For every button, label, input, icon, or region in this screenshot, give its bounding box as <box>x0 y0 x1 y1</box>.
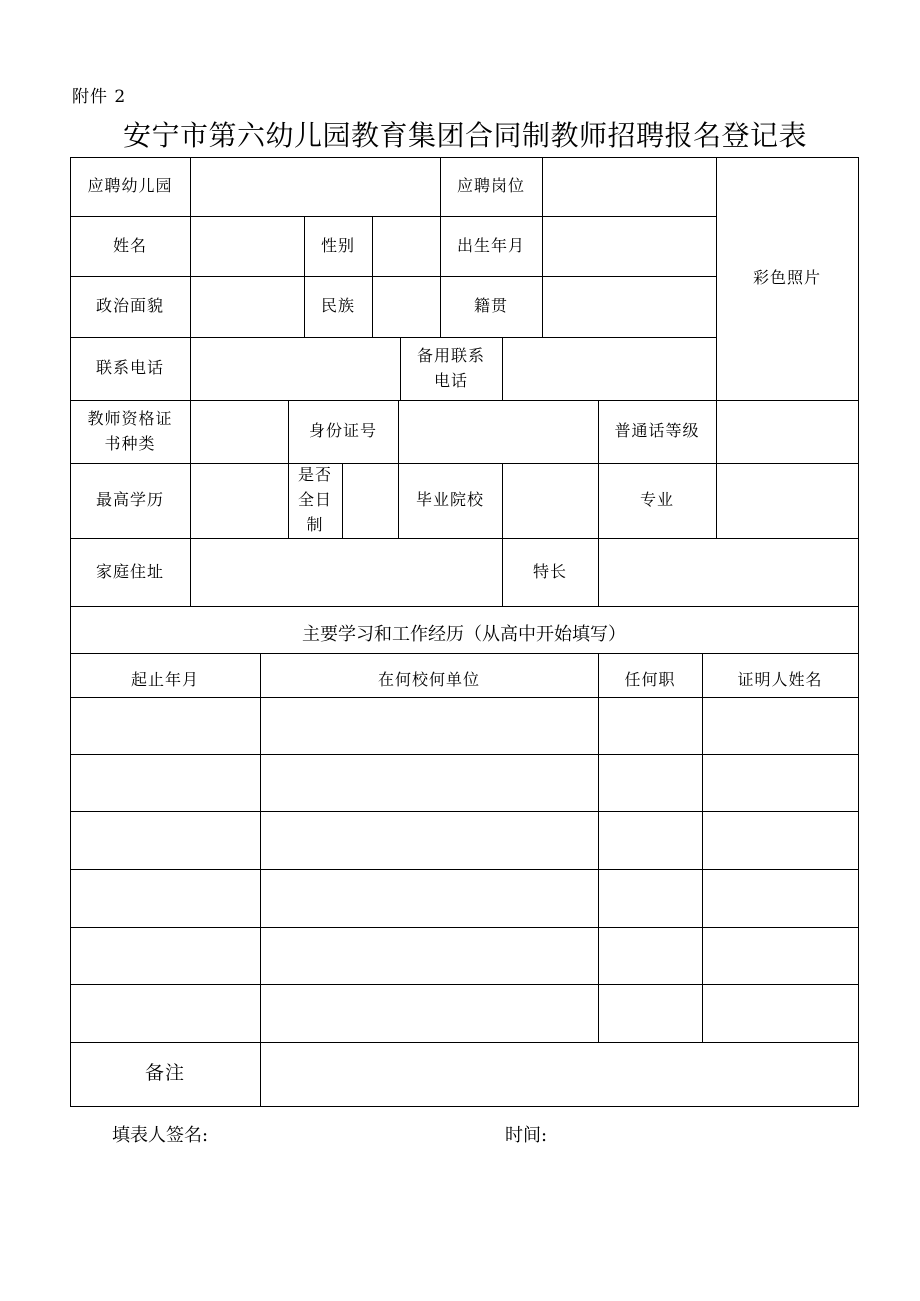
backup-phone-input[interactable] <box>502 337 716 400</box>
name-input[interactable] <box>190 216 304 276</box>
gender-input[interactable] <box>372 216 440 276</box>
label-name: 姓名 <box>112 235 147 255</box>
history-cell[interactable] <box>70 754 260 811</box>
label-birth: 出生年月 <box>456 235 525 255</box>
history-cell[interactable] <box>260 869 598 927</box>
label-school: 毕业院校 <box>415 490 484 510</box>
label-full-time: 是否全日制 <box>297 465 332 534</box>
grid-line <box>70 216 716 217</box>
grid-line <box>190 157 191 606</box>
history-cell[interactable] <box>702 869 858 927</box>
major-input[interactable] <box>716 463 858 538</box>
history-cell[interactable] <box>702 754 858 811</box>
label-education: 最高学历 <box>95 490 164 510</box>
history-cell[interactable] <box>70 811 260 869</box>
label-photo: 彩色照片 <box>752 268 821 288</box>
history-header-period: 起止年月 <box>130 670 199 690</box>
label-certificate: 教师资格证书种类 <box>87 408 173 453</box>
history-section-title: 主要学习和工作经历（从高中开始填写） <box>302 624 626 645</box>
label-political: 政治面貌 <box>95 296 164 316</box>
history-cell[interactable] <box>260 984 598 1042</box>
history-cell[interactable] <box>598 811 702 869</box>
label-native-place: 籍贯 <box>473 296 508 316</box>
time-label: 时间: <box>505 1125 548 1146</box>
history-cell[interactable] <box>70 697 260 754</box>
grid-line <box>70 157 859 158</box>
birth-input[interactable] <box>542 216 716 276</box>
grid-line <box>598 400 599 606</box>
grid-line <box>372 216 373 337</box>
position-input[interactable] <box>542 157 716 216</box>
history-cell[interactable] <box>702 697 858 754</box>
grid-line <box>502 337 503 400</box>
signature-label: 填表人签名: <box>112 1125 209 1146</box>
attachment-label: 附件 2 <box>72 87 127 107</box>
history-cell[interactable] <box>70 927 260 984</box>
label-ethnicity: 民族 <box>320 296 355 316</box>
native-place-input[interactable] <box>542 276 716 337</box>
grid-line <box>342 463 343 538</box>
label-backup-phone: 备用联系电话 <box>416 345 485 390</box>
education-input[interactable] <box>190 463 288 538</box>
label-phone: 联系电话 <box>95 358 164 378</box>
grid-line <box>70 337 716 338</box>
history-cell[interactable] <box>70 984 260 1042</box>
full-time-input[interactable] <box>342 463 398 538</box>
kindergarten-input[interactable] <box>190 157 440 216</box>
label-address: 家庭住址 <box>95 561 164 581</box>
history-cell[interactable] <box>598 754 702 811</box>
form-title: 安宁市第六幼儿园教育集团合同制教师招聘报名登记表 <box>122 119 807 152</box>
label-specialty: 特长 <box>532 561 567 581</box>
grid-line <box>70 1106 859 1107</box>
label-id-number: 身份证号 <box>308 421 377 441</box>
grid-line <box>858 157 859 1107</box>
phone-input[interactable] <box>190 337 400 400</box>
grid-line <box>398 400 399 538</box>
label-position: 应聘岗位 <box>456 176 525 196</box>
label-kindergarten: 应聘幼儿园 <box>87 176 173 196</box>
grid-line <box>70 276 716 277</box>
grid-line <box>70 463 859 464</box>
label-mandarin: 普通话等级 <box>614 421 700 441</box>
grid-line <box>70 1042 859 1043</box>
label-gender: 性别 <box>320 235 355 255</box>
history-cell[interactable] <box>70 869 260 927</box>
history-cell[interactable] <box>702 984 858 1042</box>
history-cell[interactable] <box>260 927 598 984</box>
history-cell[interactable] <box>598 697 702 754</box>
label-remarks: 备注 <box>144 1063 185 1085</box>
history-header-role: 任何职 <box>624 670 676 690</box>
grid-line <box>70 538 859 539</box>
photo-box[interactable] <box>716 157 858 400</box>
history-cell[interactable] <box>702 927 858 984</box>
grid-line <box>70 606 859 607</box>
history-cell[interactable] <box>260 754 598 811</box>
grid-line <box>288 400 289 538</box>
history-cell[interactable] <box>260 811 598 869</box>
grid-line <box>502 463 503 606</box>
grid-line <box>542 157 543 337</box>
grid-line <box>716 400 717 538</box>
remarks-input[interactable] <box>260 1042 858 1106</box>
history-header-organization: 在何校何单位 <box>377 670 480 690</box>
certificate-input[interactable] <box>190 400 288 463</box>
grid-line <box>304 216 305 337</box>
specialty-input[interactable] <box>598 538 858 606</box>
history-cell[interactable] <box>598 927 702 984</box>
history-cell[interactable] <box>702 811 858 869</box>
address-input[interactable] <box>190 538 502 606</box>
political-input[interactable] <box>190 276 304 337</box>
grid-line <box>70 400 859 401</box>
grid-line <box>70 653 859 654</box>
label-major: 专业 <box>639 490 674 510</box>
history-header-witness: 证明人姓名 <box>737 670 823 690</box>
grid-line <box>716 157 717 400</box>
history-cell[interactable] <box>260 697 598 754</box>
grid-line <box>400 337 401 400</box>
history-cell[interactable] <box>598 869 702 927</box>
mandarin-input[interactable] <box>716 400 858 463</box>
ethnicity-input[interactable] <box>372 276 440 337</box>
school-input[interactable] <box>502 463 598 538</box>
grid-line <box>440 157 441 337</box>
history-cell[interactable] <box>598 984 702 1042</box>
id-number-input[interactable] <box>398 400 598 463</box>
